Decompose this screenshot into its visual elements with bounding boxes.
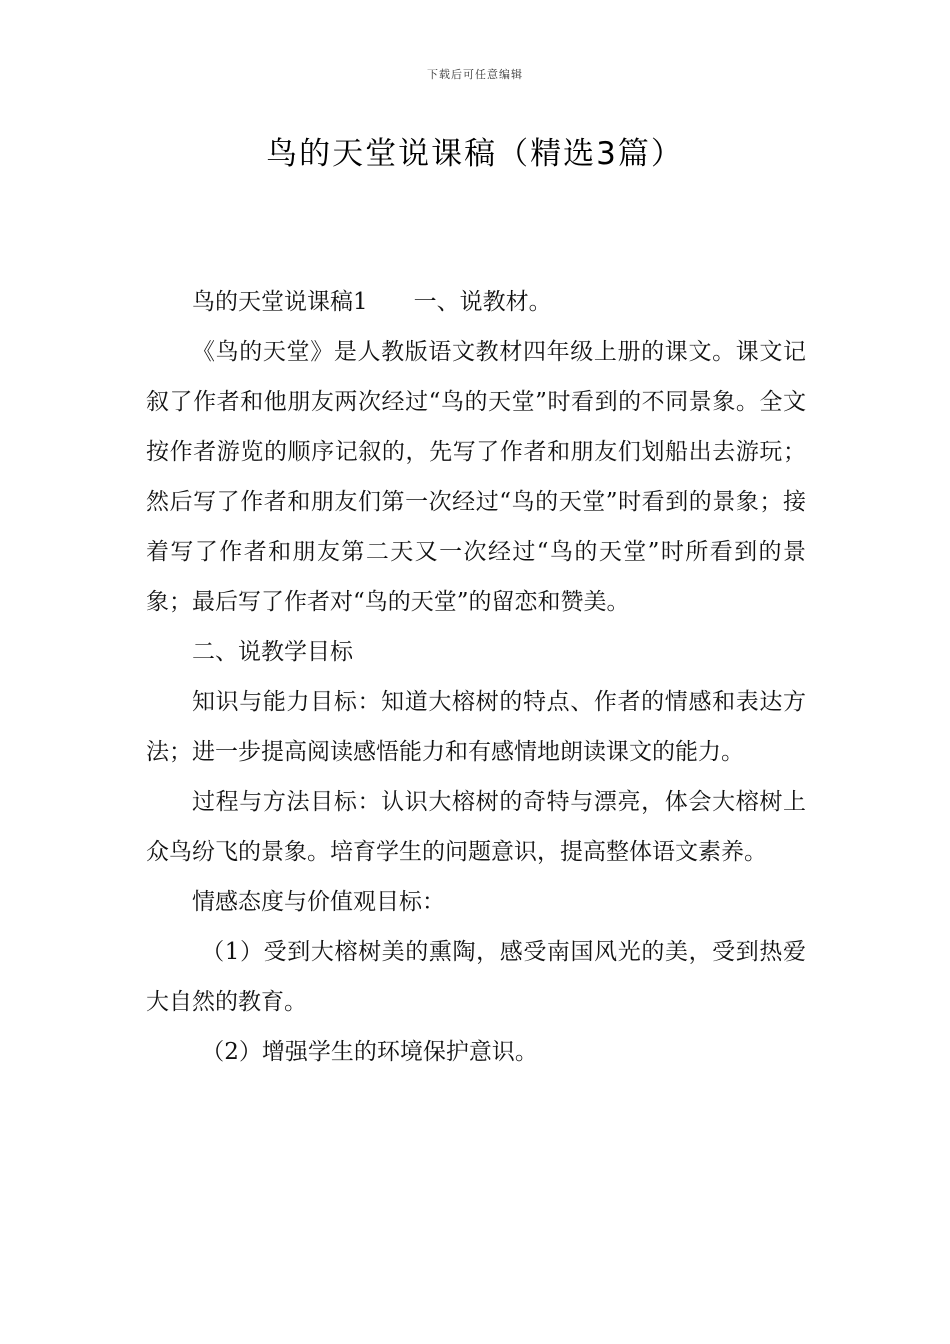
goals-heading: 二、说教学目标 bbox=[192, 639, 353, 665]
page-header-note: 下载后可任意编辑 bbox=[427, 68, 523, 81]
process-goal-paragraph: 过程与方法目标：认识大榕树的奇特与漂亮，体会大榕树上众鸟纷飞的景象。培育学生的问题意识，提高整体语文素养。 bbox=[146, 789, 806, 865]
textbook-paragraph: 《鸟的天堂》是人教版语文教材四年级上册的课文。课文记叙了作者和他朋友两次经过“鸟的天堂”时看到的不同景象。全文按作者游览的顺序记叙的，先写了作者和朋友们划船出去游玩；然后写了作者和朋友们第一次经过“鸟的天堂”时看到的景象；接着写了作者和朋友第二天又一次经过“鸟的天堂”时所看到的景象；最后写了作者对“鸟的天堂”的留恋和赞美。 bbox=[146, 339, 806, 615]
emotion-goal-item-2: （2）增强学生的环境保护意识。 bbox=[201, 1039, 538, 1065]
section-subheading: 一、说教材。 bbox=[413, 289, 552, 315]
document-title: 鸟的天堂说课稿（精选3篇） bbox=[266, 136, 684, 172]
emotion-goal-item-1: （1）受到大榕树美的熏陶，感受南国风光的美，受到热爱大自然的教育。 bbox=[146, 939, 806, 1015]
section-heading: 鸟的天堂说课稿1 bbox=[192, 289, 368, 315]
emotion-goal-heading: 情感态度与价值观目标： bbox=[192, 889, 445, 915]
section-heading-line bbox=[146, 277, 806, 327]
knowledge-goal-paragraph: 知识与能力目标：知道大榕树的特点、作者的情感和表达方法；进一步提高阅读感悟能力和有感情地朗读课文的能力。 bbox=[146, 689, 806, 765]
document-body bbox=[146, 277, 806, 1077]
